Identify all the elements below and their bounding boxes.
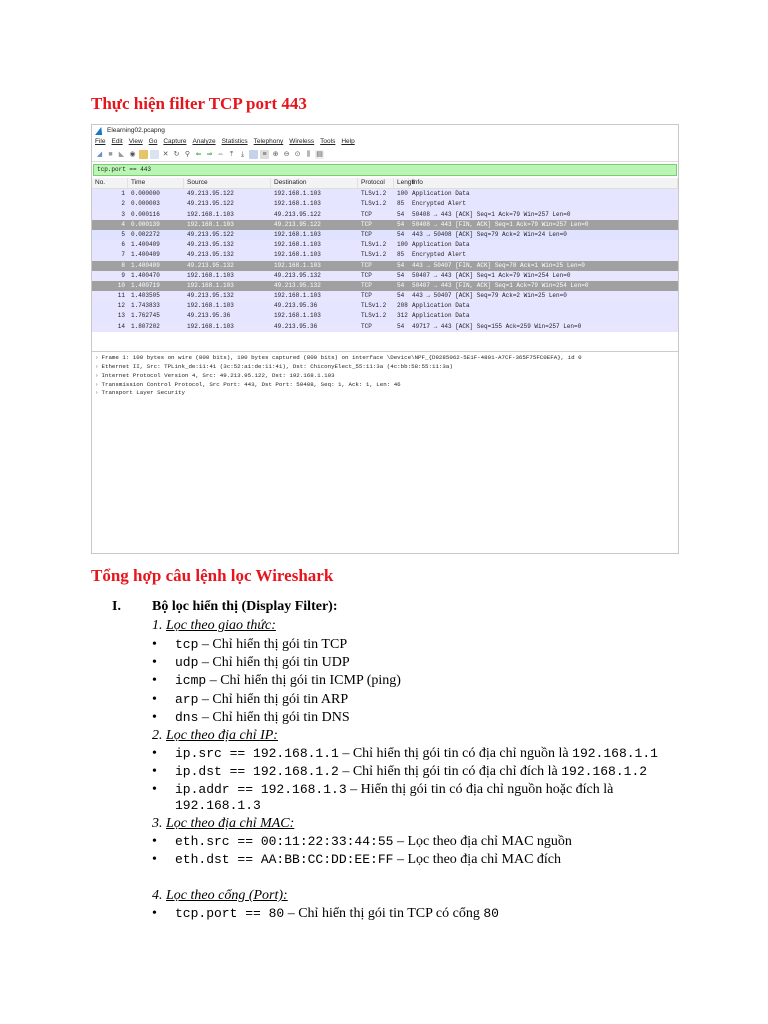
packet-source: 192.168.1.103 xyxy=(187,210,234,218)
expand-arrow-icon[interactable]: › xyxy=(95,354,99,362)
packet-time: 1.400409 xyxy=(131,241,160,249)
filter-code: udp xyxy=(175,655,199,671)
bullet: • xyxy=(152,746,157,761)
packet-protocol: TCP xyxy=(361,230,372,238)
packet-time: 1.762745 xyxy=(131,312,160,320)
detail-row[interactable] xyxy=(92,354,678,363)
packet-row[interactable] xyxy=(92,250,678,260)
packet-time: 1.807202 xyxy=(131,322,160,330)
packet-time: 0.002272 xyxy=(131,230,160,238)
filter-code: dns xyxy=(175,709,199,725)
filter-value: 80 xyxy=(483,906,499,921)
detail-row[interactable] xyxy=(92,363,678,372)
packet-source: 49.213.95.36 xyxy=(187,312,231,320)
port-filter-item xyxy=(175,906,499,922)
bullet: • xyxy=(152,637,157,652)
packet-destination: 49.213.95.132 xyxy=(274,271,321,279)
packet-destination: 49.213.95.132 xyxy=(274,281,321,289)
mac-filter-item xyxy=(175,852,561,868)
packet-list xyxy=(92,189,678,352)
packet-source: 192.168.1.103 xyxy=(187,302,234,310)
packet-row[interactable] xyxy=(92,220,678,230)
packet-protocol: TLSv1.2 xyxy=(361,312,387,320)
packet-row[interactable] xyxy=(92,199,678,209)
packet-row[interactable] xyxy=(92,230,678,240)
menu-analyze[interactable]: Analyze xyxy=(192,138,216,145)
packet-info: Encrypted Alert xyxy=(412,251,467,259)
packet-no: 14 xyxy=(117,322,125,330)
menu-telephony[interactable]: Telephony xyxy=(253,138,284,145)
packet-protocol: TCP xyxy=(361,210,372,218)
detail-text: Ethernet II, Src: TPLink_de:11:41 (3c:52:a1:de:11:41), Dst: ChiconyElect_55:11:3a (4c:bb:58:55:11:3a) xyxy=(101,362,453,370)
packet-length: 54 xyxy=(397,322,405,330)
bullet: • xyxy=(152,673,157,689)
packet-length: 100 xyxy=(397,241,408,249)
filter-desc: – Chỉ hiển thị gói tin có địa chỉ đích là xyxy=(338,764,562,779)
packet-row[interactable] xyxy=(92,301,678,311)
subsection-label: Lọc theo cổng (Port): xyxy=(166,888,288,903)
start-capture-icon[interactable]: ◢ xyxy=(96,150,103,158)
filter-value: 192.168.1.1 xyxy=(572,746,658,761)
protocol-filter-item xyxy=(175,637,347,653)
packet-protocol: TLSv1.2 xyxy=(361,200,387,208)
detail-text: Frame 1: 100 bytes on wire (800 bits), 100 bytes captured (800 bits) on interface \Device\NPF_{D9285062-5E1F-4801-A7CF-365F75FC0EFA}, id 0 xyxy=(101,354,582,362)
packet-source: 49.213.95.122 xyxy=(187,230,234,238)
filter-desc: – Chỉ hiển thị gói tin TCP xyxy=(198,637,348,652)
detail-text: Transport Layer Security xyxy=(101,389,185,397)
packet-info: Encrypted Alert xyxy=(412,200,467,208)
packet-info: 443 → 50407 [ACK] Seq=79 Ack=2 Win=25 Len=0 xyxy=(412,292,567,300)
packet-row[interactable] xyxy=(92,240,678,250)
expand-arrow-icon[interactable]: › xyxy=(95,371,99,379)
packet-time: 1.743833 xyxy=(131,302,160,310)
detail-row[interactable] xyxy=(92,372,678,381)
protocol-filter-item xyxy=(175,655,350,671)
packet-destination: 192.168.1.103 xyxy=(274,241,321,249)
packet-destination: 49.213.95.36 xyxy=(274,302,318,310)
packet-time: 1.400409 xyxy=(131,251,160,259)
packet-protocol: TCP xyxy=(361,220,372,228)
bullet: • xyxy=(152,906,157,921)
wireshark-fin-icon xyxy=(95,127,104,135)
bullet: • xyxy=(152,709,157,725)
filter-desc: – Lọc theo địa chỉ MAC đích xyxy=(393,852,562,867)
packet-row[interactable] xyxy=(92,322,678,332)
subsection-label: Lọc theo địa chỉ IP: xyxy=(166,728,278,743)
filter-desc: – Chỉ hiển thị gói tin DNS xyxy=(198,709,350,725)
ws-titlebar xyxy=(92,125,678,137)
packet-row[interactable] xyxy=(92,311,678,321)
expand-arrow-icon[interactable]: › xyxy=(95,389,99,397)
menu-view[interactable]: View xyxy=(128,138,143,145)
packet-time: 0.000003 xyxy=(131,200,160,208)
packet-source: 49.213.95.132 xyxy=(187,261,234,269)
menu-edit[interactable]: Edit xyxy=(111,138,123,145)
layout-icon[interactable]: ▤ xyxy=(316,150,323,158)
packet-source: 49.213.95.122 xyxy=(187,200,234,208)
packet-protocol: TCP xyxy=(361,261,372,269)
packet-row[interactable] xyxy=(92,261,678,271)
menu-capture[interactable]: Capture xyxy=(163,138,187,145)
section-numeral: I. xyxy=(112,599,121,614)
packet-protocol: TCP xyxy=(361,322,372,330)
menu-go[interactable]: Go xyxy=(148,138,158,145)
packet-info: 50407 → 443 [ACK] Seq=1 Ack=79 Win=254 Len=0 xyxy=(412,271,571,279)
packet-destination: 192.168.1.103 xyxy=(274,312,321,320)
packet-length: 54 xyxy=(397,220,405,228)
filter-desc: – Chỉ hiển thị gói tin ARP xyxy=(198,691,349,707)
packet-length: 54 xyxy=(397,210,405,218)
packet-destination: 192.168.1.103 xyxy=(274,261,321,269)
packet-source: 49.213.95.122 xyxy=(187,190,234,198)
packet-protocol: TLSv1.2 xyxy=(361,302,387,310)
packet-destination: 49.213.95.122 xyxy=(274,220,321,228)
menu-tools[interactable]: Tools xyxy=(320,138,336,145)
packet-time: 1.400409 xyxy=(131,261,160,269)
subsection-label: Lọc theo địa chỉ MAC: xyxy=(166,816,295,831)
go-forward-icon[interactable]: ⇒ xyxy=(206,150,213,158)
open-file-icon[interactable] xyxy=(139,150,148,159)
protocol-filter-item xyxy=(175,692,348,708)
packet-info: Application Data xyxy=(412,302,470,310)
zoom-normal-icon[interactable]: ⊙ xyxy=(294,150,301,158)
zoom-out-icon[interactable]: ⊖ xyxy=(283,150,290,158)
column-header[interactable]: Info xyxy=(409,178,678,188)
packet-info: 443 → 50407 [FIN, ACK] Seq=78 Ack=1 Win=25 Len=0 xyxy=(412,261,585,269)
protocol-filter-item xyxy=(175,673,401,689)
heading-wireshark-summary: Tổng hợp câu lệnh lọc Wireshark xyxy=(91,566,334,585)
bullet: • xyxy=(152,655,157,671)
packet-destination: 192.168.1.103 xyxy=(274,200,321,208)
subsection-number: 2. xyxy=(152,728,163,743)
packet-source: 192.168.1.103 xyxy=(187,281,234,289)
packet-no: 9 xyxy=(121,271,125,279)
subsection-4 xyxy=(152,888,288,904)
packet-protocol: TLSv1.2 xyxy=(361,190,387,198)
menu-statistics[interactable]: Statistics xyxy=(221,138,248,145)
packet-no: 5 xyxy=(121,230,125,238)
section-title: Bộ lọc hiển thị (Display Filter): xyxy=(152,599,338,614)
subsection-3 xyxy=(152,816,294,832)
packet-no: 10 xyxy=(117,281,125,289)
packet-length: 54 xyxy=(397,271,405,279)
filter-code: tcp.port == 80 xyxy=(175,906,285,921)
go-back-icon[interactable]: ⇐ xyxy=(195,150,202,158)
packet-info: Application Data xyxy=(412,241,470,249)
detail-row[interactable] xyxy=(92,381,678,390)
packet-row[interactable] xyxy=(92,271,678,281)
expand-arrow-icon[interactable]: › xyxy=(95,362,99,370)
packet-no: 11 xyxy=(117,292,125,300)
find-packet-icon[interactable]: ⚲ xyxy=(184,150,191,158)
subsection-number: 3. xyxy=(152,816,163,831)
column-header[interactable]: Destination xyxy=(271,178,358,188)
packet-destination: 49.213.95.122 xyxy=(274,210,321,218)
subsection-number: 1. xyxy=(152,618,163,633)
ip-filter-item xyxy=(175,764,647,780)
ip-filter-item xyxy=(175,782,613,798)
filter-code: ip.dst == 192.168.1.2 xyxy=(175,764,339,779)
ws-toolbar xyxy=(92,147,678,162)
capture-options-icon[interactable]: ◉ xyxy=(129,150,136,158)
filter-code: ip.addr == 192.168.1.3 xyxy=(175,782,347,797)
packet-length: 208 xyxy=(397,302,408,310)
packet-protocol: TCP xyxy=(361,271,372,279)
packet-no: 3 xyxy=(121,210,125,218)
packet-info: 50407 → 443 [FIN, ACK] Seq=1 Ack=79 Win=254 Len=0 xyxy=(412,281,589,289)
packet-destination: 49.213.95.36 xyxy=(274,322,318,330)
filter-code: arp xyxy=(175,691,199,707)
menu-file[interactable]: File xyxy=(95,138,106,145)
packet-info: Application Data xyxy=(412,190,470,198)
packet-protocol: TLSv1.2 xyxy=(361,241,387,249)
bullet: • xyxy=(152,834,157,849)
ip-filter-item xyxy=(175,746,658,762)
ws-menubar xyxy=(92,137,678,147)
mac-filter-item xyxy=(175,834,572,850)
first-packet-icon[interactable]: ⤒ xyxy=(229,150,234,158)
save-file-icon[interactable] xyxy=(150,150,159,159)
colorize-icon[interactable]: ≡ xyxy=(260,150,269,159)
packet-no: 8 xyxy=(121,261,125,269)
subsection-1 xyxy=(152,618,276,634)
filter-code: icmp xyxy=(175,673,207,689)
detail-text: Internet Protocol Version 4, Src: 49.213.95.122, Dst: 192.168.1.103 xyxy=(101,371,335,379)
packet-time: 0.000116 xyxy=(131,210,160,218)
filter-value: 192.168.1.2 xyxy=(561,764,648,779)
filter-desc: – Chỉ hiển thị gói tin TCP có cổng xyxy=(284,906,484,921)
packet-row[interactable] xyxy=(92,281,678,291)
zoom-in-icon[interactable]: ⊕ xyxy=(272,150,279,158)
packet-length: 100 xyxy=(397,190,408,198)
filter-code: eth.dst == AA:BB:CC:DD:EE:FF xyxy=(175,852,394,867)
packet-destination: 192.168.1.103 xyxy=(274,292,321,300)
column-header[interactable]: Source xyxy=(184,178,271,188)
packet-length: 85 xyxy=(397,251,405,259)
filter-code: ip.src == 192.168.1.1 xyxy=(175,746,339,761)
filter-desc: – Chỉ hiển thị gói tin UDP xyxy=(198,655,350,671)
filter-code: eth.src == 00:11:22:33:44:55 xyxy=(175,834,394,849)
packet-source: 49.213.95.132 xyxy=(187,241,234,249)
packet-info: 49717 → 443 [ACK] Seq=155 Ack=259 Win=257 Len=0 xyxy=(412,322,582,330)
packet-source: 192.168.1.103 xyxy=(187,322,234,330)
display-filter-input[interactable]: tcp.port == 443 xyxy=(93,164,677,176)
heading-filter-tcp: Thực hiện filter TCP port 443 xyxy=(91,94,307,113)
packet-row[interactable] xyxy=(92,291,678,301)
packet-destination: 192.168.1.103 xyxy=(274,251,321,259)
packet-no: 2 xyxy=(121,200,125,208)
packet-info: 50408 → 443 [FIN, ACK] Seq=1 Ack=79 Win=257 Len=0 xyxy=(412,220,589,228)
wireshark-screenshot xyxy=(91,124,679,554)
packet-no: 4 xyxy=(121,220,125,228)
stop-capture-icon[interactable]: ■ xyxy=(108,150,113,158)
ip-filter-item-cont xyxy=(175,798,261,814)
filter-desc: – Chỉ hiển thị gói tin ICMP (ping) xyxy=(206,673,401,689)
subsection-label: Lọc theo giao thức: xyxy=(166,618,276,633)
packet-info: 443 → 50408 [ACK] Seq=79 Ack=2 Win=24 Len=0 xyxy=(412,230,567,238)
packet-source: 49.213.95.132 xyxy=(187,251,234,259)
packet-length: 54 xyxy=(397,281,405,289)
packet-row[interactable] xyxy=(92,210,678,220)
packet-length: 85 xyxy=(397,200,405,208)
menu-wireless[interactable]: Wireless xyxy=(289,138,315,145)
filter-value: 192.168.1.3 xyxy=(175,798,261,813)
bullet: • xyxy=(152,764,157,779)
subsection-2 xyxy=(152,728,278,744)
expand-arrow-icon[interactable]: › xyxy=(95,380,99,388)
subsection-number: 4. xyxy=(152,888,163,903)
close-file-icon[interactable]: ✕ xyxy=(162,150,169,158)
packet-source: 49.213.95.132 xyxy=(187,292,234,300)
packet-source: 192.168.1.103 xyxy=(187,220,234,228)
packet-time: 1.400470 xyxy=(131,271,160,279)
packet-no: 6 xyxy=(121,241,125,249)
column-header[interactable]: Protocol xyxy=(358,178,394,188)
ws-title: Elearning02.pcapng xyxy=(107,127,165,134)
packet-destination: 192.168.1.103 xyxy=(274,190,321,198)
packet-time: 1.403505 xyxy=(131,292,160,300)
protocol-filter-item xyxy=(175,710,350,726)
bullet: • xyxy=(152,782,157,797)
autoscroll-icon[interactable] xyxy=(249,150,258,159)
packet-list-header xyxy=(92,178,678,189)
packet-no: 1 xyxy=(121,190,125,198)
packet-info: 50408 → 443 [ACK] Seq=1 Ack=79 Win=257 Len=0 xyxy=(412,210,571,218)
detail-text: Transmission Control Protocol, Src Port: 443, Dst Port: 50408, Seq: 1, Ack: 1, Len: 46 xyxy=(101,380,401,388)
column-header[interactable]: No. xyxy=(92,178,128,188)
packet-no: 7 xyxy=(121,251,125,259)
packet-time: 1.400719 xyxy=(131,281,160,289)
filter-desc: – Hiển thị gói tin có địa chỉ nguồn hoặc đích là xyxy=(346,782,614,797)
resize-columns-icon[interactable]: ⫼ xyxy=(306,150,311,158)
packet-length: 54 xyxy=(397,261,405,269)
packet-destination: 192.168.1.103 xyxy=(274,230,321,238)
detail-row[interactable] xyxy=(92,389,678,398)
packet-time: 0.000139 xyxy=(131,220,160,228)
packet-details xyxy=(92,352,678,398)
packet-protocol: TCP xyxy=(361,292,372,300)
restart-capture-icon[interactable]: ◣ xyxy=(118,150,125,158)
packet-protocol: TLSv1.2 xyxy=(361,251,387,259)
packet-info: Application Data xyxy=(412,312,470,320)
column-header[interactable]: Lengtl xyxy=(394,178,409,188)
packet-protocol: TCP xyxy=(361,281,372,289)
menu-help[interactable]: Help xyxy=(341,138,355,145)
filter-desc: – Lọc theo địa chỉ MAC nguồn xyxy=(393,834,572,849)
packet-length: 54 xyxy=(397,230,405,238)
column-header[interactable]: Time xyxy=(128,178,184,188)
go-to-packet-icon[interactable]: ⇔ xyxy=(217,150,224,158)
packet-time: 0.000000 xyxy=(131,190,160,198)
bullet: • xyxy=(152,691,157,707)
bullet: • xyxy=(152,852,157,867)
reload-icon[interactable]: ↻ xyxy=(173,150,180,158)
filter-desc: – Chỉ hiển thị gói tin có địa chỉ nguồn là xyxy=(338,746,573,761)
packet-length: 54 xyxy=(397,292,405,300)
packet-no: 13 xyxy=(117,312,125,320)
packet-source: 192.168.1.103 xyxy=(187,271,234,279)
packet-no: 12 xyxy=(117,302,125,310)
packet-row[interactable] xyxy=(92,189,678,199)
filter-code: tcp xyxy=(175,637,199,652)
packet-length: 312 xyxy=(397,312,408,320)
last-packet-icon[interactable]: ⤓ xyxy=(240,150,245,158)
